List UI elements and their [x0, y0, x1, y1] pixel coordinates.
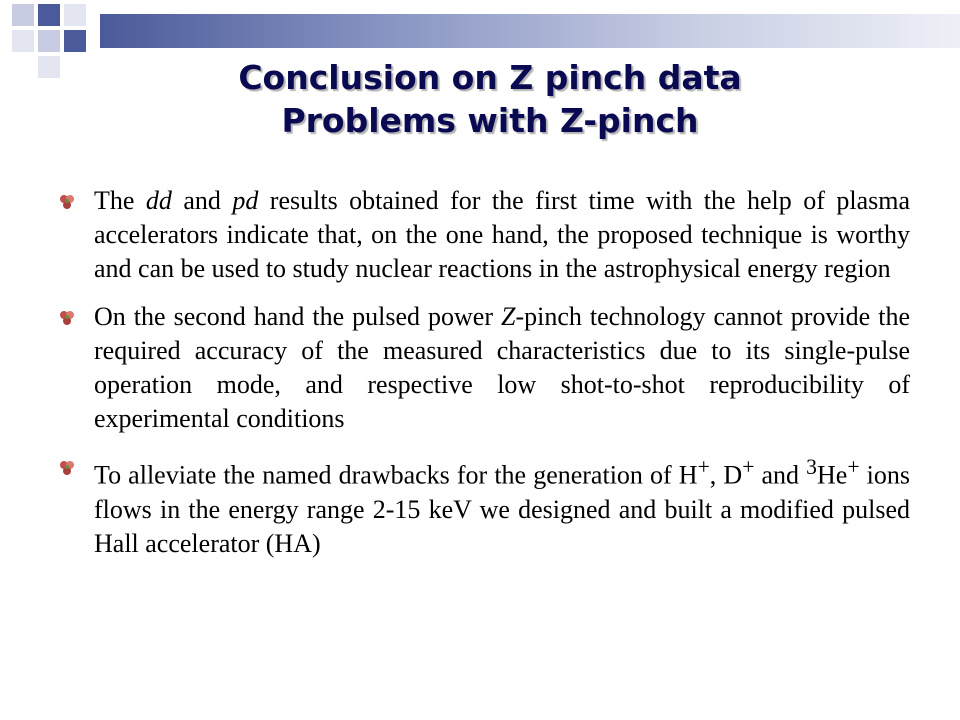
bullet-text: The dd and pd results obtained for the first time with the help of plasma accelerators indicate that, on the one hand, the proposed technique is worthy and can be used to study nuclear reactions in the astrophysical energy region — [94, 186, 911, 283]
bullet-text: To alleviate the named drawbacks for the generation of H+, D+ and $^3$He+ ions flows in the energy range 2-15 keV we designed and built a modified pulsed Hall accelerator (HA) — [94, 455, 910, 558]
title-line-2: Problems with Z-pinch — [281, 101, 699, 140]
bullet-item — [58, 450, 910, 561]
slide-title — [130, 56, 850, 142]
bullet-item — [58, 184, 910, 286]
flower-bullet-icon — [58, 310, 76, 326]
flower-bullet-icon — [58, 460, 76, 476]
bullet-item — [58, 300, 910, 436]
bullet-list — [58, 184, 910, 575]
header-band — [100, 14, 960, 48]
deco-square — [64, 30, 86, 52]
bullet-text: On the second hand the pulsed power Z-pinch technology cannot provide the required accuracy of the measured characteristics due to its single-pulse operation mode, and respective low shot-to-shot reproducibility of experimental conditions — [94, 302, 910, 433]
flower-bullet-icon — [58, 194, 76, 210]
deco-square — [12, 4, 34, 26]
deco-square — [38, 56, 60, 78]
title-line-1: Conclusion on Z pinch data — [238, 58, 742, 97]
deco-square — [38, 4, 60, 26]
deco-square — [64, 4, 86, 26]
deco-square — [38, 30, 60, 52]
deco-square — [12, 30, 34, 52]
